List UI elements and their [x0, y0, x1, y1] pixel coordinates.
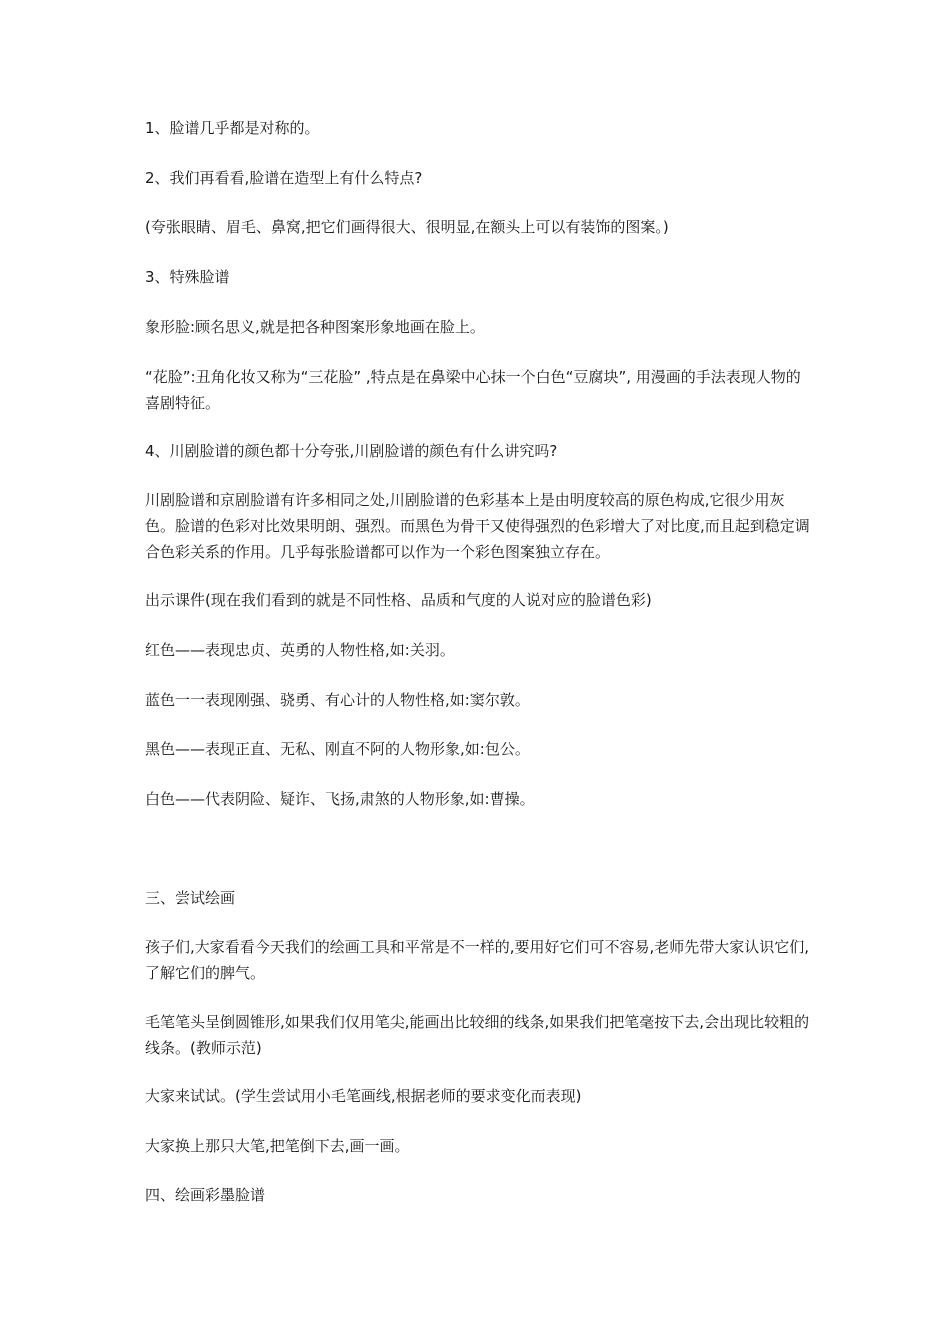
paragraph-14: 孩子们,大家看看今天我们的绘画工具和平常是不一样的,要用好它们可不容易,老师先带大家认识它们,了解它们的脾气。: [145, 938, 810, 982]
paragraph-5: 象形脸:顾名思义,就是把各种图案形象地画在脸上。: [145, 318, 485, 336]
paragraph-17: 大家换上那只大笔,把笔倒下去,画一画。: [145, 1137, 410, 1155]
paragraph-10: 红色——表现忠贞、英勇的人物性格,如:关羽。: [145, 641, 455, 659]
paragraph-8: 川剧脸谱和京剧脸谱有许多相同之处,川剧脸谱的色彩基本上是由明度较高的原色构成,它很少用灰色。脸谱的色彩对比效果明朗、强烈。而黑色为骨干又使得强烈的色彩增大了对比度,而且起到稳定调合色彩关系的作用。几乎每张脸谱都可以作为一个彩色图案独立存在。: [145, 491, 810, 561]
paragraph-13: 白色——代表阴险、疑诈、飞扬,肃煞的人物形象,如:曹操。: [145, 790, 535, 808]
section-heading-4: 四、绘画彩墨脸谱: [145, 1186, 266, 1204]
paragraph-7: 4、川剧脸谱的颜色都十分夸张,川剧脸谱的颜色有什么讲究吗?: [145, 442, 558, 460]
section-heading-3: 三、尝试绘画: [145, 889, 236, 907]
paragraph-3: (夸张眼睛、眉毛、鼻窝,把它们画得很大、很明显,在额头上可以有装饰的图案。): [145, 218, 669, 236]
paragraph-2: 2、我们再看看,脸谱在造型上有什么特点?: [145, 169, 423, 187]
paragraph-11: 蓝色一一表现刚强、骁勇、有心计的人物性格,如:窦尔敦。: [145, 691, 530, 709]
paragraph-12: 黑色——表现正直、无私、刚直不阿的人物形象,如:包公。: [145, 740, 530, 758]
paragraph-16: 大家来试试。(学生尝试用小毛笔画线,根据老师的要求变化而表现): [145, 1087, 582, 1105]
paragraph-1: 1、脸谱几乎都是对称的。: [145, 119, 320, 137]
paragraph-9: 出示课件(现在我们看到的就是不同性格、品质和气度的人说对应的脸谱色彩): [145, 591, 652, 609]
paragraph-6: “花脸”:丑角化妆又称为“三花脸” ,特点是在鼻梁中心抹一个白色“豆腐块”, 用漫画的手法表现人物的喜剧特征。: [145, 368, 801, 412]
paragraph-15: 毛笔笔头呈倒圆锥形,如果我们仅用笔尖,能画出比较细的线条,如果我们把笔毫按下去,会出现比较粗的线条。(教师示范): [145, 1013, 810, 1057]
paragraph-4: 3、特殊脸谱: [145, 268, 230, 286]
